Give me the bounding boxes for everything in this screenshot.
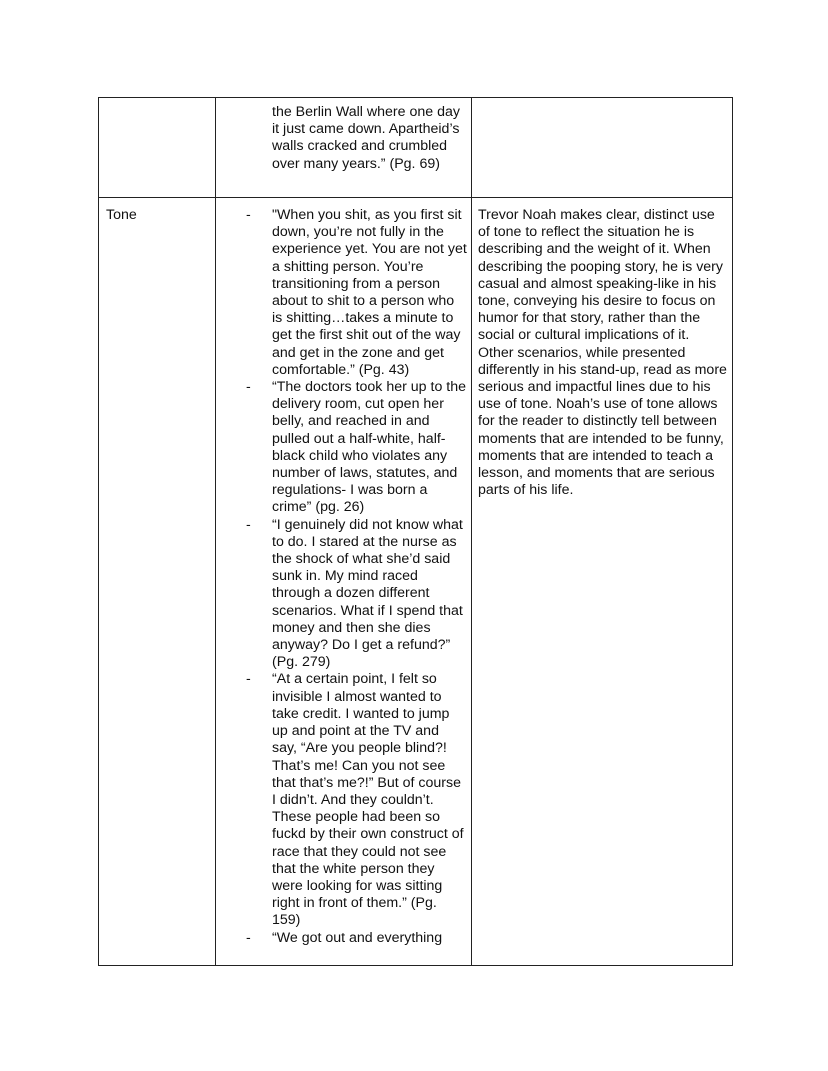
quote-text: "When you shit, as you first sit down, you’re not fully in the experience yet. You are not yet a shitting person. You’re transitioning from a person about to shit to a person who is shitting…takes a minute to get the first shit out of the way and get in the zone and get comfortable.” (Pg. 43): [272, 207, 467, 378]
quotes-cell: [216, 98, 472, 198]
bullet-dash: -: [246, 516, 251, 533]
analysis-cell: [472, 198, 733, 966]
analysis-text: [472, 98, 732, 107]
bullet-dash: -: [246, 207, 251, 223]
continued-quote-text: the Berlin Wall where one day it just came down. Apartheid’s walls cracked and crumbled over many years.” (Pg. 69): [272, 104, 460, 172]
quote-text: “I genuinely did not know what to do. I stared at the nurse as the shock of what she’d said sunk in. My mind raced through a dozen different scenarios. What if I spend that money and then she dies anyway? Do I get a refund?” (Pg. 279): [272, 516, 463, 671]
quote-text: “The doctors took her up to the delivery room, cut open her belly, and reached in and pulled out a half-white, half-black child who violates any number of laws, statutes, and regulations- I was born a crime” (pg. 26): [272, 379, 467, 516]
quote-item: [216, 517, 467, 672]
quote-item: [216, 207, 467, 379]
table-row: [99, 198, 733, 966]
quote-item: [216, 930, 467, 947]
table-row: [99, 98, 733, 198]
bullet-dash: -: [246, 379, 251, 396]
analysis-table: [98, 97, 733, 966]
quote-item: [216, 671, 467, 929]
quote-text: “We got out and everything: [272, 929, 443, 946]
row-label: [99, 98, 215, 107]
quote-item: [216, 379, 467, 517]
quote-text: “At a certain point, I felt so invisible I almost wanted to take credit. I wanted to jump up and point at the TV and say, “Are you people blind?! That’s me! Can you not see that that’s me?!” But of course I didn’t. And they couldn’t. These people had been so fuckd by their own construct of race that they could not see that the white person they were looking for was sitting right in front of them.” (Pg. 159): [272, 671, 464, 929]
bullet-dash: -: [246, 929, 251, 946]
analysis-cell: [472, 98, 733, 198]
row-label-tone: Tone: [106, 207, 137, 223]
bullet-dash: -: [246, 671, 251, 688]
label-cell: [99, 198, 216, 966]
analysis-text: Trevor Noah makes clear, distinct use of tone to reflect the situation he is describing and the weight of it. When describing the pooping story, he is very casual and almost speaking-like in his tone, conveying his desire to focus on humor for that story, rather than the social or cultural implications of it. Other scenarios, while presented differently in his stand-up, read as more serious and impactful lines due to his use of tone. Noah’s use of tone allows for the reader to distinctly tell between moments that are intended to be funny, moments that are intended to teach a lesson, and moments that are serious parts of his life.: [478, 207, 727, 499]
label-cell: [99, 98, 216, 198]
quotes-cell: [216, 198, 472, 966]
